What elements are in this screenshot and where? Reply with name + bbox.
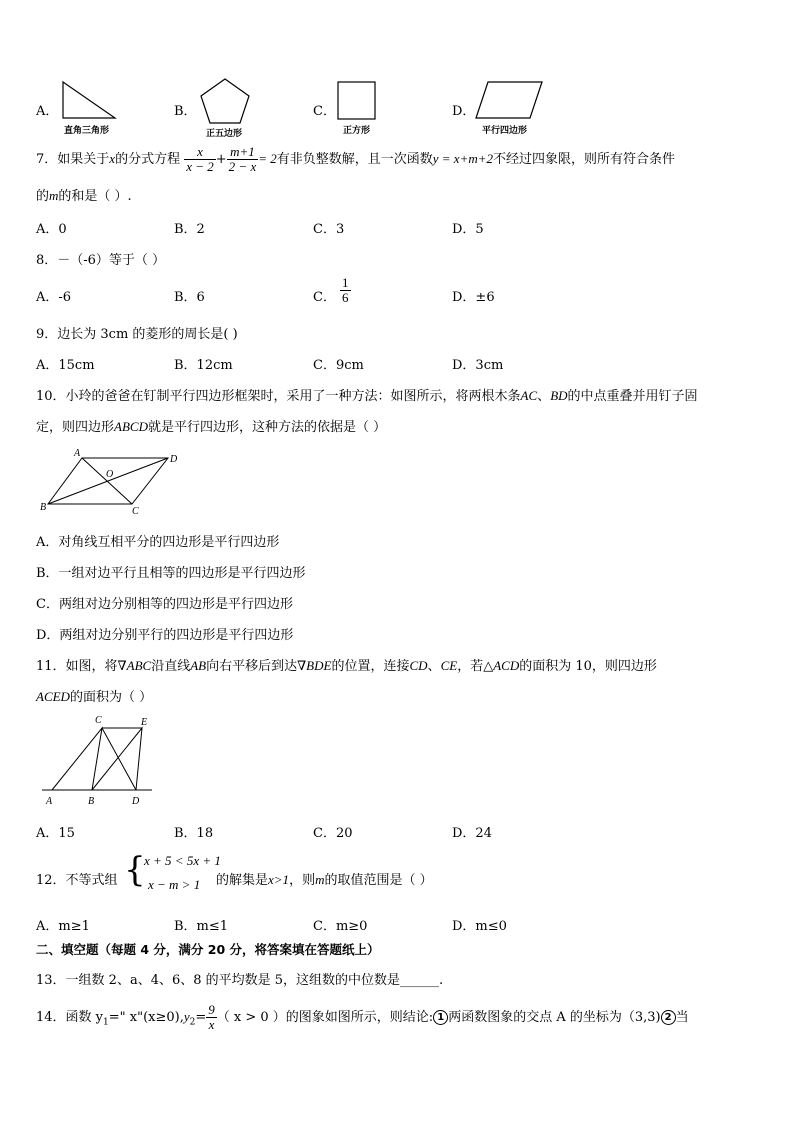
- q12-option-b: B．m≤1: [174, 919, 229, 934]
- q14-fraction: $\frac{9}{x}$: [208, 1001, 215, 1032]
- q6-option-b-letter: B．: [174, 104, 197, 119]
- q14-text: 14．函数 y: [36, 1010, 104, 1025]
- q7-text: 的: [36, 189, 50, 204]
- parallelogram-figure: [474, 80, 546, 122]
- q12-inequality-2: x − m > 1: [148, 877, 201, 892]
- q14-text: =" x"(x≥0),: [108, 1010, 184, 1025]
- q6-option-c-letter: C．: [313, 104, 336, 119]
- q6-option-a-letter: A．: [36, 104, 59, 119]
- q7-text: 不经过四象限，则所有符合条件: [493, 152, 676, 167]
- q7-option-c: C．3: [313, 222, 345, 237]
- q11-text: 的位置，连接: [331, 659, 410, 674]
- q12-option-c: C．m≥0: [313, 919, 368, 934]
- q9-stem: 9．边长为 3cm 的菱形的周长是( ): [36, 327, 238, 342]
- q7-var-x: x: [109, 151, 116, 166]
- q7-text: 7．如果关于: [36, 152, 110, 167]
- q10-abcd: ABCD: [114, 419, 148, 434]
- q9-option-b: B．12cm: [174, 358, 233, 373]
- q10-label-c: C: [132, 506, 139, 517]
- q14-text: 两函数图象的交点 A 的坐标为（3,3): [448, 1010, 661, 1025]
- circled-number-1: 1: [433, 1010, 448, 1025]
- q10-parallelogram-diagram: [36, 446, 186, 518]
- q12-inequality-1: x + 5 < 5x + 1: [144, 853, 221, 868]
- q7-var-m: m: [49, 188, 59, 203]
- q10-label-b: B: [40, 502, 47, 513]
- q11-abc: ∇ABC: [117, 658, 152, 673]
- q10-text: 就是平行四边形，这种方法的依据是（ ）: [147, 420, 387, 435]
- q14-line1: [36, 1000, 689, 1040]
- q12-prefix: 12．不等式组: [36, 873, 118, 888]
- q14-text: （ x > 0 ）的图象如图所示，则结论:: [216, 1010, 434, 1025]
- q6-option-d-letter: D．: [452, 104, 476, 119]
- q11-ab: AB: [190, 658, 207, 673]
- q11-text: 11．如图，将: [36, 659, 118, 674]
- q7-option-a: A．0: [36, 222, 67, 237]
- q8-stem: 8．－（-6）等于（ ）: [36, 253, 166, 268]
- q10-text: 定，则四边形: [36, 420, 115, 435]
- q12-option-a: A．m≥1: [36, 919, 90, 934]
- q10-line1: [36, 385, 698, 404]
- q11-label-d: D: [132, 796, 140, 807]
- q9-option-d: D．3cm: [452, 358, 504, 373]
- q11-option-c: C．20: [313, 826, 353, 841]
- q8-option-c: C．: [313, 290, 336, 305]
- q8-option-a: A．-6: [36, 290, 72, 305]
- q10-label-o: O: [106, 469, 114, 480]
- q13-stem: 13．一组数 2、a、4、6、8 的平均数是 5，这组数的中位数是______.: [36, 973, 444, 988]
- q10-ac: AC: [520, 388, 538, 403]
- q11-option-a: A．15: [36, 826, 75, 841]
- q10-bd: BD: [550, 388, 568, 403]
- q12-option-d: D．m≤0: [452, 919, 507, 934]
- q9-option-c: C．9cm: [313, 358, 364, 373]
- q7-text: 的和是（ ）.: [58, 189, 132, 204]
- q7-line2: [36, 185, 132, 204]
- circled-number-2: 2: [661, 1010, 676, 1025]
- q7-function: y = x+m+2: [432, 151, 494, 166]
- q10-label-d: D: [170, 454, 178, 465]
- q11-text: 向右平移后到达: [206, 659, 298, 674]
- square-figure: [336, 80, 378, 122]
- q14-text: 当: [675, 1010, 689, 1025]
- q14-sub2: 2: [189, 1017, 196, 1028]
- q11-cd: CD: [409, 658, 428, 673]
- q7-text: 有非负整数解，且一次函数: [276, 152, 433, 167]
- q11-line2: [36, 686, 152, 705]
- q11-text: 沿直线: [151, 659, 191, 674]
- q12-text: 的解集是: [216, 873, 269, 888]
- q12-brace: {: [124, 850, 146, 890]
- regular-pentagon-figure: [198, 77, 252, 127]
- q11-aced: ACED: [36, 689, 70, 704]
- q7-fraction-1: $\frac{x}{x - 2}$: [186, 143, 214, 174]
- q10-text: 的中点重叠并用钉子固: [567, 389, 698, 404]
- q6-option-a-caption: 直角三角形: [64, 126, 110, 136]
- q10-option-a: A．对角线互相平分的四边形是平行四边形: [36, 535, 280, 550]
- q9-option-a: A．15cm: [36, 358, 95, 373]
- q11-translation-diagram: [40, 712, 160, 808]
- q14-eq: =: [195, 1010, 207, 1025]
- q8-option-b: B．6: [174, 290, 205, 305]
- q11-ce: CE: [440, 658, 458, 673]
- q8-option-d: D．±6: [452, 290, 495, 305]
- q11-label-b: B: [88, 796, 95, 807]
- q10-text: 10．小玲的爸爸在钉制平行四边形框架时，采用了一种方法：如图所示，将两根木条: [36, 389, 521, 404]
- q10-line2: [36, 416, 386, 435]
- q12-var-m: m: [315, 872, 325, 887]
- q11-label-e: E: [141, 717, 148, 728]
- q6-option-b-caption: 正五边形: [206, 129, 243, 139]
- q11-acd: △ACD: [483, 658, 520, 673]
- q7-line1: [36, 141, 675, 178]
- section-2-heading: 二、填空题（每题 4 分，满分 20 分，将答案填在答题纸上）: [36, 942, 380, 957]
- q11-sep: 、: [427, 659, 441, 674]
- q7-plus: +: [215, 152, 227, 167]
- q11-label-a: A: [46, 796, 53, 807]
- q7-equals: = 2: [258, 151, 277, 166]
- q8-option-c-fraction: $\frac{1}{6}$: [342, 275, 349, 306]
- q12-solution: x>1: [268, 872, 290, 887]
- q12-rest: [216, 869, 433, 888]
- q10-label-a: A: [74, 448, 81, 459]
- q7-fraction-2: $\frac{m+1}{2 - x}$: [228, 143, 257, 174]
- q10-option-c: C．两组对边分别相等的四边形是平行四边形: [36, 597, 293, 612]
- q11-text: 的面积为 10，则四边形: [519, 659, 657, 674]
- q10-option-d: D．两组对边分别平行的四边形是平行四边形: [36, 628, 294, 643]
- q11-option-d: D．24: [452, 826, 492, 841]
- q14-y2: y: [183, 1009, 190, 1024]
- q14-sub1: 1: [103, 1017, 109, 1028]
- q11-label-c: C: [95, 715, 102, 726]
- q11-option-b: B．18: [174, 826, 214, 841]
- q11-bde: ∇BDE: [297, 658, 332, 673]
- q12-text: ，则: [289, 873, 316, 888]
- q6-option-c-caption: 正方形: [343, 126, 371, 136]
- q7-text: 的分式方程: [115, 152, 181, 167]
- q7-option-d: D．5: [452, 222, 484, 237]
- q10-option-b: B．一组对边平行且相等的四边形是平行四边形: [36, 566, 306, 581]
- q6-option-d-caption: 平行四边形: [482, 126, 528, 136]
- q11-text: 的面积为（ ）: [69, 690, 153, 705]
- right-triangle-figure: [60, 80, 120, 122]
- q11-line1: [36, 655, 657, 674]
- q12-text: 的取值范围是（ ）: [324, 873, 433, 888]
- q7-option-b: B．2: [174, 222, 205, 237]
- q11-text: ，若: [457, 659, 484, 674]
- q10-sep: 、: [537, 389, 551, 404]
